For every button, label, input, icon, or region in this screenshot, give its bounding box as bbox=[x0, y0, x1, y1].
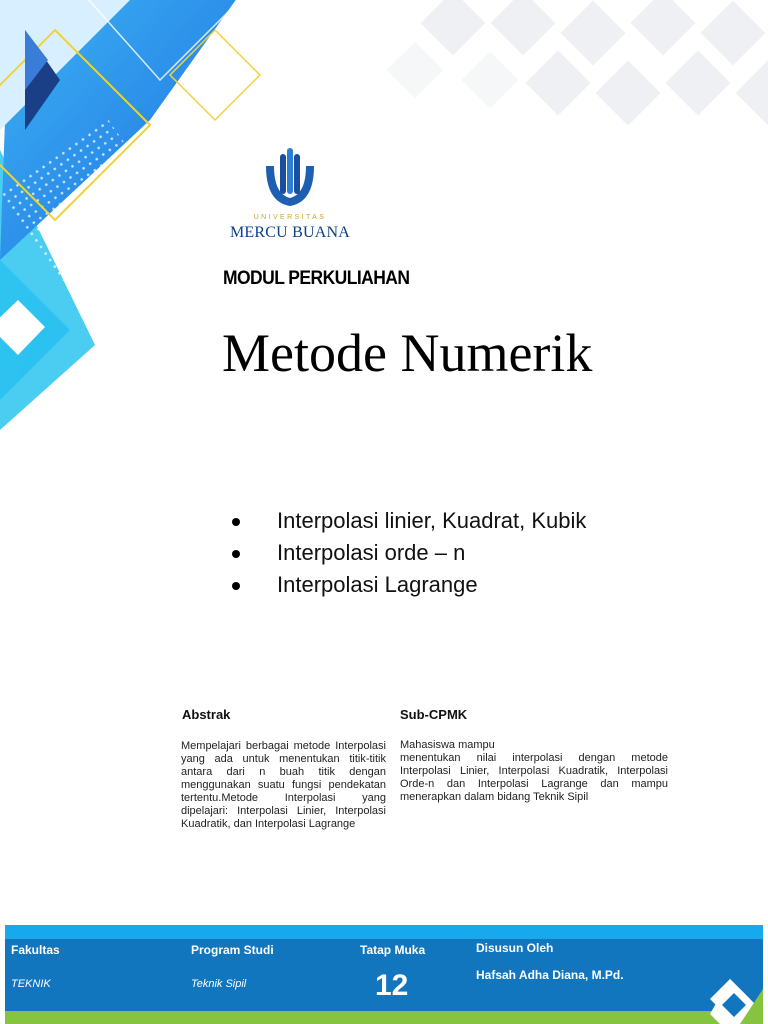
footer-corner-graphic bbox=[690, 969, 763, 1024]
meeting-label: Tatap Muka bbox=[360, 943, 426, 957]
sub-cpmk-intro: Mahasiswa mampu bbox=[400, 739, 495, 751]
footer-info-bar bbox=[0, 925, 768, 1024]
abstract-heading: Abstrak bbox=[182, 707, 231, 722]
decorative-header-graphic bbox=[0, 0, 768, 460]
sub-cpmk-text: menentukan nilai interpolasi dengan metode Interpolasi Linier, Interpolasi Kuadratik, Interpolasi Orde-n dan Interpolasi Lagrange dan mampu menerapkan dalam bidang Teknik Sipil bbox=[400, 752, 668, 803]
author-label: Disusun Oleh bbox=[476, 941, 554, 955]
mercu-buana-emblem-icon bbox=[262, 148, 318, 210]
university-logo bbox=[222, 140, 358, 252]
logo-university-label: UNIVERSITAS bbox=[253, 214, 327, 221]
module-label: MODUL PERKULIAHAN bbox=[223, 268, 410, 289]
faculty-value: TEKNIK bbox=[11, 978, 51, 990]
course-title: Metode Numerik bbox=[222, 323, 593, 383]
footer-bottom-stripe bbox=[5, 1011, 763, 1024]
bullet-icon bbox=[232, 550, 240, 558]
topic-text: Interpolasi Lagrange bbox=[277, 572, 478, 597]
program-label: Program Studi bbox=[191, 943, 274, 957]
sub-cpmk-heading: Sub-CPMK bbox=[400, 707, 468, 722]
topic-item bbox=[228, 505, 586, 537]
logo-university-name: MERCU BUANA bbox=[230, 224, 350, 241]
bullet-icon bbox=[232, 518, 240, 526]
bullet-icon bbox=[232, 582, 240, 590]
topic-item bbox=[228, 569, 586, 601]
faculty-label: Fakultas bbox=[11, 943, 60, 957]
abstract-text: Mempelajari berbagai metode Interpolasi yang ada untuk menentukan titik-titik antara dari n buah titik dengan menggunakan suatu fungsi pendekatan tertentu.Metode Interpolasi yang dipelajari: Interpolasi Linier, Interpolasi Kuadratik, dan Interpolasi Lagrange bbox=[181, 740, 386, 830]
topic-item bbox=[228, 537, 586, 569]
program-value: Teknik Sipil bbox=[191, 978, 247, 990]
topic-text: Interpolasi linier, Kuadrat, Kubik bbox=[277, 508, 587, 533]
author-name: Hafsah Adha Diana, M.Pd. bbox=[476, 968, 624, 982]
meeting-number: 12 bbox=[375, 969, 409, 1002]
footer-top-stripe bbox=[5, 925, 763, 939]
topic-list bbox=[228, 505, 586, 601]
topic-text: Interpolasi orde – n bbox=[277, 540, 466, 565]
